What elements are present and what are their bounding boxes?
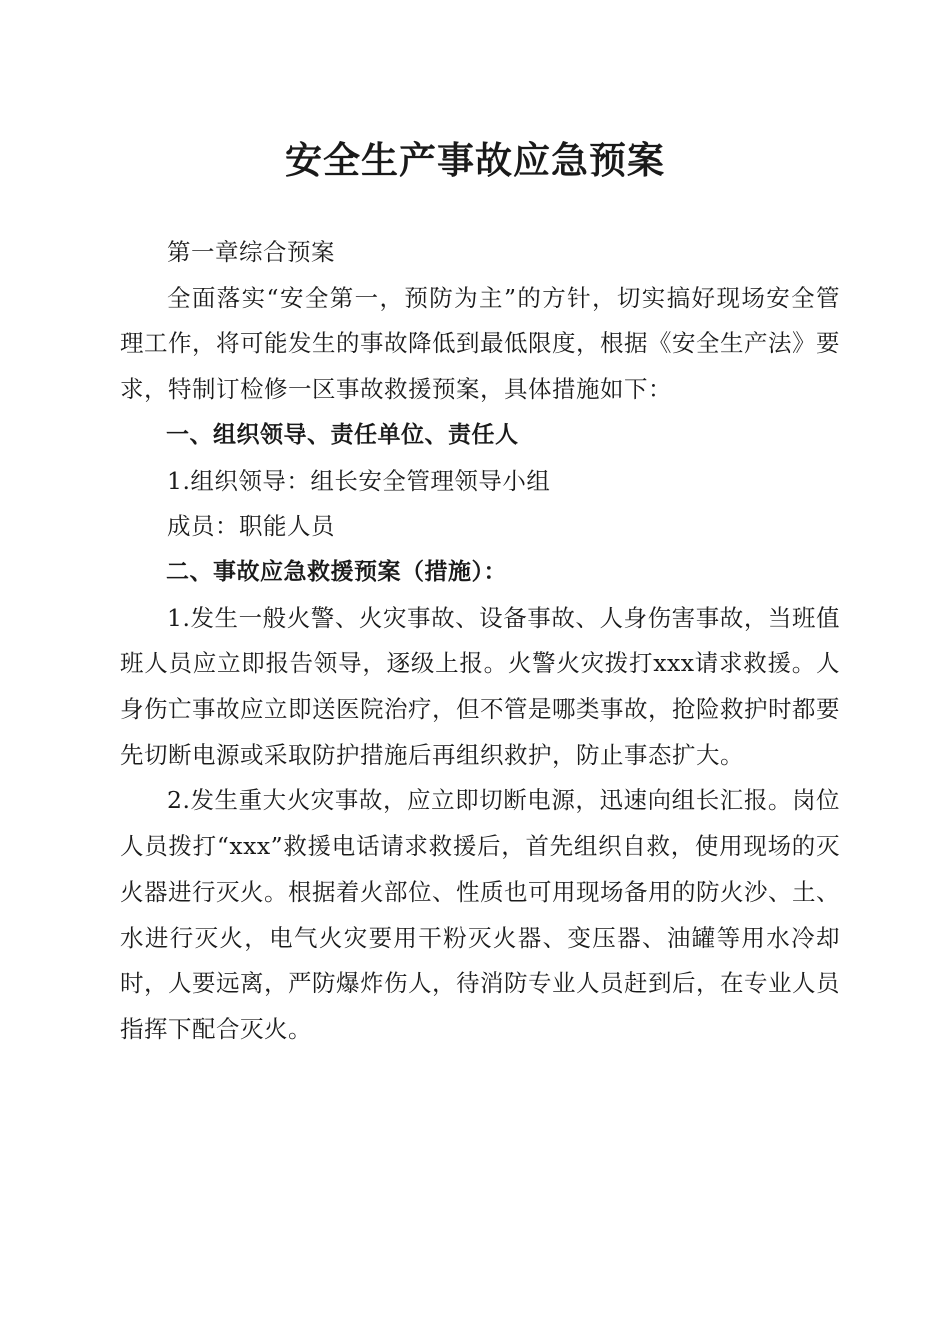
section-heading-organization: 一、组织领导、责任单位、责任人 xyxy=(166,421,519,448)
document-body xyxy=(120,230,840,1053)
organization-members-line: 成员：职能人员 xyxy=(167,512,335,541)
section-heading-measures: 二、事故应急救援预案（措施）： xyxy=(166,558,507,585)
intro-paragraph: 全面落实“安全第一，预防为主”的方针，切实搞好现场安全管理工作，将可能发生的事故降低到最低限度，根据《安全生产法》要求，特制订检修一区事故救援预案，具体措施如下： xyxy=(120,283,840,404)
measure-item-1: 1.发生一般火警、火灾事故、设备事故、人身伤害事故，当班值班人员应立即报告领导，逐级上报。火警火灾拨打xxx请求救援。人身伤亡事故应立即送医院治疗，但不管是哪类事故，抢险救护时都要先切断电源或采取防护措施后再组织救护，防止事态扩大。 xyxy=(120,603,840,769)
document-title: 安全生产事故应急预案 xyxy=(285,138,665,182)
measure-item-2: 2.发生重大火灾事故，应立即切断电源，迅速向组长汇报。岗位人员拨打“xxx”救援电话请求救援后，首先组织自救，使用现场的灭火器进行灭火。根据着火部位、性质也可用现场备用的防火沙、土、水进行灭火，电气火灾要用干粉灭火器、变压器、油罐等用水冷却时，人要远离，严防爆炸伤人，待消防专业人员赶到后，在专业人员指挥下配合灭火。 xyxy=(120,786,840,1043)
organization-leader-line: 1.组织领导：组长安全管理领导小组 xyxy=(167,466,551,495)
chapter-title: 第一章综合预案 xyxy=(167,238,335,266)
